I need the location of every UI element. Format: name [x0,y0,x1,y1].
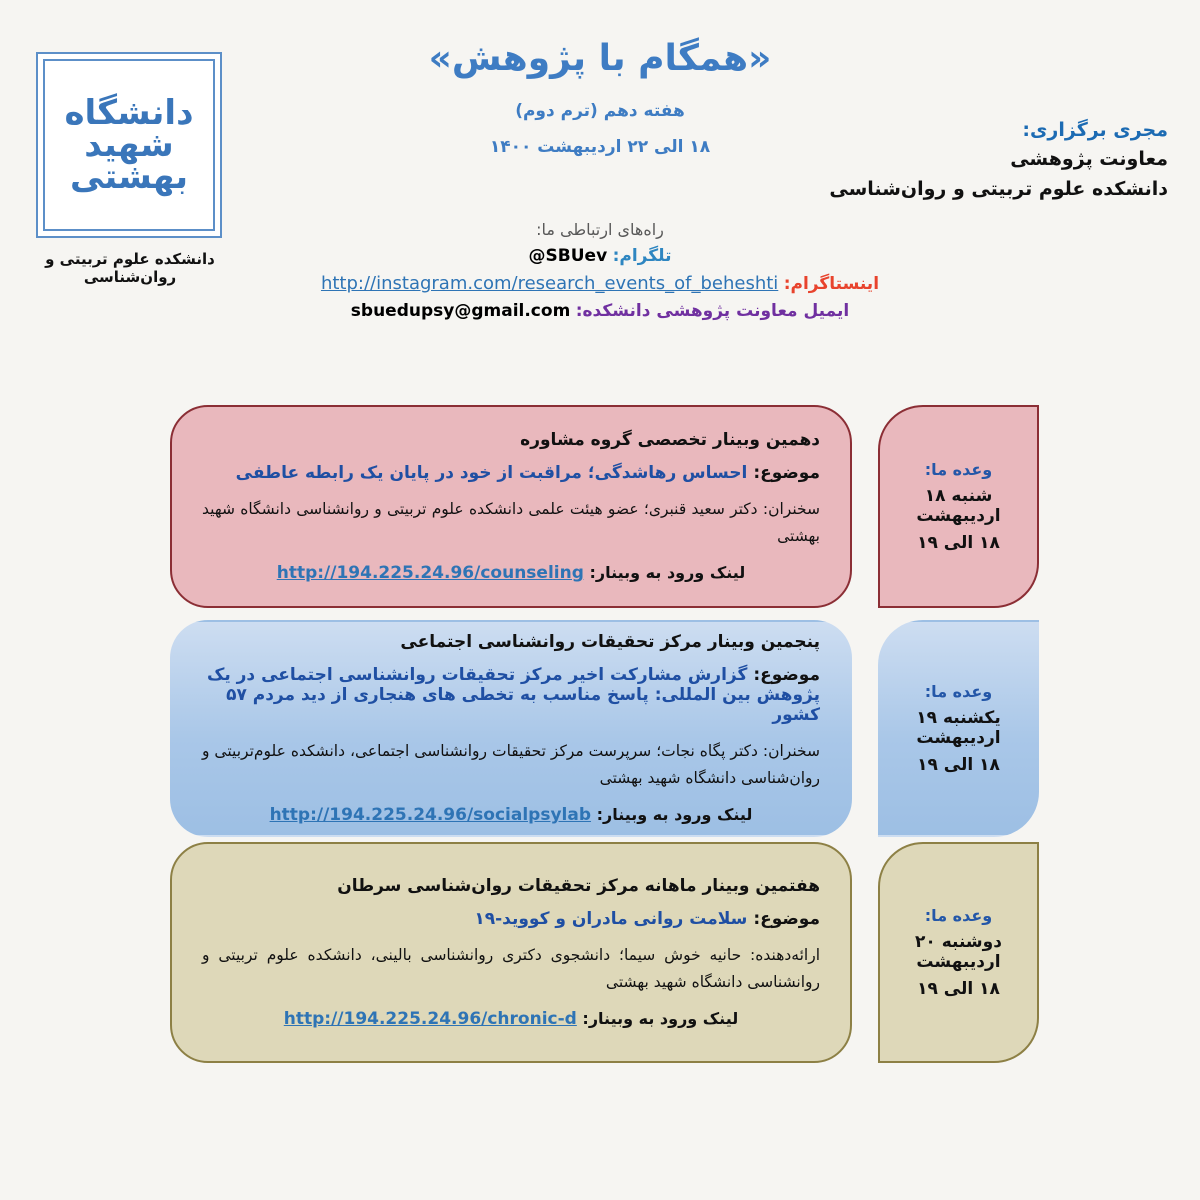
webinar-card [170,842,852,1063]
webinar-link[interactable]: http://194.225.24.96/socialpsylab [269,805,592,826]
topic-text: احساس رهاشدگی؛ مراقبت از خود در پایان یک رابطه عاطفی [235,462,748,483]
telegram-handle: @SBUev [528,246,608,266]
link-label: لینک ورود به وبینار: [596,805,753,825]
link-label: لینک ورود به وبینار: [589,563,746,583]
webinar-speaker: ارائه‌دهنده: حانیه خوش سیما؛ دانشجوی دکتری روانشناسی بالینی، دانشکده علوم تربیتی و روانشناسی دانشگاه شهید بهشتی [202,945,820,991]
schedule-day: شنبه ۱۸ اردیبهشت [916,486,1001,526]
topic-label: موضوع: [753,664,820,685]
webinar-link-line [202,805,820,825]
topic-text: سلامت روانی مادران و کووید-۱۹ [474,908,748,929]
schedule-label: وعده ما: [924,906,993,925]
instagram-label: اینستاگرام: [783,274,880,294]
link-label: لینک ورود به وبینار: [582,1009,739,1029]
organizer-line1: معاونت پژوهشی [1010,148,1168,171]
email-address: sbuedupsy@gmail.com [350,301,571,321]
webinar-title: هفتمین وبینار ماهانه مرکز تحقیقات روان‌شناسی سرطان [337,875,820,896]
schedule-day: دوشنبه ۲۰ اردیبهشت [915,932,1002,972]
webinar-row-cancer-research [0,842,1200,1063]
telegram-label: تلگرام: [612,246,672,266]
schedule-box [878,405,1039,608]
organizer-block [829,116,1168,204]
webinar-topic [202,909,820,929]
title-block [330,38,870,157]
schedule-box [878,842,1039,1063]
webinar-topic [202,665,820,725]
webinar-link-line [202,563,820,583]
webinar-row-socialpsy [0,620,1200,837]
page-title: «همگام با پژوهش» [428,38,772,79]
webinar-row-counseling [0,405,1200,608]
webinar-title: پنجمین وبینار مرکز تحقیقات روانشناسی اجتماعی [400,631,820,652]
telegram-row [300,248,900,265]
webinar-link-line [202,1009,820,1029]
instagram-link[interactable]: http://instagram.com/research_events_of_beheshti [320,273,779,294]
webinar-speaker: سخنران: دکتر پگاه نجات؛ سرپرست مرکز تحقیقات روانشناسی اجتماعی، دانشکده علوم‌تربیتی و روان‌شناسی دانشگاه شهید بهشتی [202,741,820,787]
date-range: ۱۸ الی ۲۲ اردیبهشت ۱۴۰۰ [489,137,711,157]
university-logo-calligraphy: دانشگاه شهید بهشتی [43,59,215,231]
contact-block [300,222,900,330]
webinar-card [170,405,852,608]
webinar-title: دهمین وبینار تخصصی گروه مشاوره [520,429,820,450]
webinar-speaker: سخنران: دکتر سعید قنبری؛ عضو هیئت علمی دانشکده علوم تربیتی و روانشناسی دانشگاه شهید بهشتی [202,499,820,545]
topic-label: موضوع: [753,462,820,483]
university-logo [36,52,222,238]
schedule-time: ۱۸ الی ۱۹ [917,533,1000,553]
instagram-row [300,275,900,293]
schedule-day: یکشنبه ۱۹ اردیبهشت [916,708,1001,748]
week-subtitle: هفته دهم (ترم دوم) [515,101,685,121]
faculty-caption: دانشکده علوم تربیتی و روان‌شناسی [45,250,215,286]
email-row [300,303,900,320]
contact-heading: راه‌های ارتباطی ما: [536,220,664,239]
organizer-label: مجری برگزاری: [1022,119,1168,141]
webinar-topic [202,463,820,483]
schedule-box [878,620,1039,837]
schedule-time: ۱۸ الی ۱۹ [917,979,1000,999]
webinar-link[interactable]: http://194.225.24.96/chronic-d [283,1009,577,1030]
schedule-label: وعده ما: [924,460,993,479]
webinar-card [170,620,852,837]
schedule-label: وعده ما: [924,682,993,701]
topic-label: موضوع: [753,908,820,929]
schedule-time: ۱۸ الی ۱۹ [917,755,1000,775]
organizer-line2: دانشکده علوم تربیتی و روان‌شناسی [829,177,1168,200]
topic-text: گزارش مشارکت اخیر مرکز تحقیقات روانشناسی اجتماعی در یک پژوهش بین المللی: پاسخ مناسب به تخطی های هنجاری از دید مردم ۵۷ کشور [206,664,820,725]
webinar-link[interactable]: http://194.225.24.96/counseling [276,563,584,584]
email-label: ایمیل معاونت پژوهشی دانشکده: [575,301,850,321]
